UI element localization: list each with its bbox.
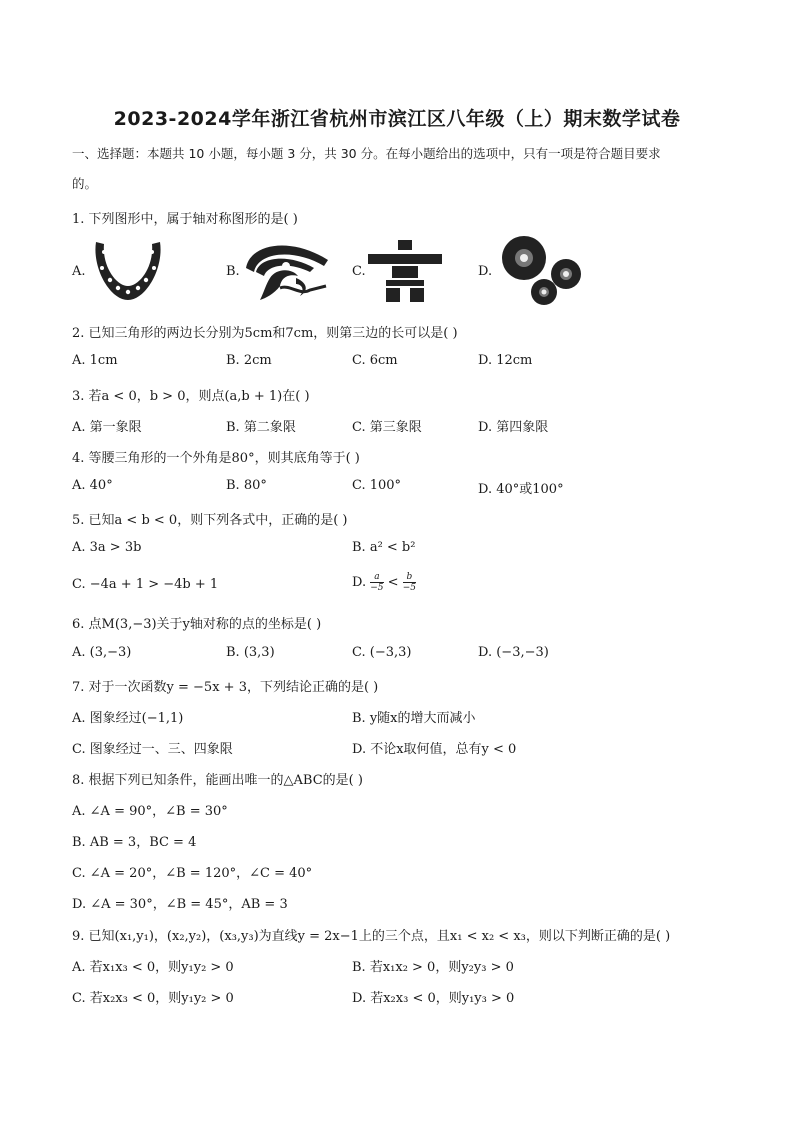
section-heading-line1: 一、选择题：本题共 10 小题，每小题 3 分，共 30 分。在每小题给出的选项中，只有一项是符合题目要求 xyxy=(72,146,661,161)
question-8-option-d[interactable]: D. ∠A = 30°，∠B = 45°，AB = 3 xyxy=(72,897,288,912)
question-4-option-a[interactable]: A. 40° xyxy=(72,478,113,493)
question-6-option-b[interactable]: B. (3,3) xyxy=(226,645,275,660)
question-2-option-d[interactable]: D. 12cm xyxy=(478,353,533,368)
page-title: 2023-2024学年浙江省杭州市滨江区八年级（上）期末数学试卷 xyxy=(113,108,681,130)
necklace-figure-icon xyxy=(88,238,168,304)
three-circles-figure-icon xyxy=(494,234,584,306)
question-3-option-c[interactable]: C. 第三象限 xyxy=(352,420,422,435)
question-9-option-d[interactable]: D. 若x₂x₃ < 0，则y₁y₃ > 0 xyxy=(352,991,515,1006)
section-heading-line2: 的。 xyxy=(72,176,98,191)
question-6-option-c[interactable]: C. (−3,3) xyxy=(352,645,412,660)
denominator: −5 xyxy=(402,583,416,593)
question-4-option-b[interactable]: B. 80° xyxy=(226,478,267,493)
question-2-option-a[interactable]: A. 1cm xyxy=(72,353,118,368)
question-6-option-d[interactable]: D. (−3,−3) xyxy=(478,645,549,660)
question-7-option-c[interactable]: C. 图象经过一、三、四象限 xyxy=(72,742,233,757)
question-9-option-c[interactable]: C. 若x₂x₃ < 0，则y₁y₂ > 0 xyxy=(72,991,234,1006)
question-8-option-a[interactable]: A. ∠A = 90°，∠B = 30° xyxy=(72,804,228,819)
dragon-emblem-figure-icon xyxy=(240,238,334,304)
question-6-option-a[interactable]: A. (3,−3) xyxy=(72,645,132,660)
question-8-option-c[interactable]: C. ∠A = 20°，∠B = 120°，∠C = 40° xyxy=(72,866,313,881)
question-5-option-c[interactable]: C. −4a + 1 > −4b + 1 xyxy=(72,577,219,592)
question-5-stem: 5. 已知a < b < 0，则下列各式中，正确的是( ) xyxy=(72,513,348,528)
question-9-stem: 9. 已知(x₁,y₁)，(x₂,y₂)，(x₃,y₃)为直线y = 2x−1上的三个点，且x₁ < x₂ < x₃，则以下判断正确的是( ) xyxy=(72,929,671,944)
question-2-option-c[interactable]: C. 6cm xyxy=(352,353,398,368)
question-5-option-d[interactable] xyxy=(352,572,416,593)
numerator: a xyxy=(370,572,383,583)
fraction-a-over-neg5 xyxy=(370,572,383,593)
question-2-stem: 2. 已知三角形的两边长分别为5cm和7cm，则第三边的长可以是( ) xyxy=(72,326,458,341)
numerator: b xyxy=(403,572,416,583)
question-9-option-a[interactable]: A. 若x₁x₃ < 0，则y₁y₂ > 0 xyxy=(72,960,234,975)
question-8-option-b[interactable]: B. AB = 3，BC = 4 xyxy=(72,835,197,850)
inukshuk-figure-icon xyxy=(366,238,446,304)
question-3-option-b[interactable]: B. 第二象限 xyxy=(226,420,296,435)
question-7-option-a[interactable]: A. 图象经过(−1,1) xyxy=(72,711,184,726)
question-3-stem: 3. 若a < 0，b > 0，则点(a,b + 1)在( ) xyxy=(72,389,310,404)
option-label: C. xyxy=(352,264,366,279)
section-heading xyxy=(72,139,722,199)
question-3-option-a[interactable]: A. 第一象限 xyxy=(72,420,142,435)
option-label: D. xyxy=(478,264,493,279)
question-7-option-b[interactable]: B. y随x的增大而减小 xyxy=(352,711,476,726)
less-than-sign: < xyxy=(387,575,399,590)
question-8-stem: 8. 根据下列已知条件，能画出唯一的△ABC的是( ) xyxy=(72,773,363,788)
option-label: A. xyxy=(72,264,86,279)
question-7-stem: 7. 对于一次函数y = −5x + 3，下列结论正确的是( ) xyxy=(72,680,379,695)
question-3-option-d[interactable]: D. 第四象限 xyxy=(478,420,549,435)
question-9-option-b[interactable]: B. 若x₁x₂ > 0，则y₂y₃ > 0 xyxy=(352,960,514,975)
denominator: −5 xyxy=(370,583,384,593)
option-label: D. xyxy=(352,575,367,590)
question-6-stem: 6. 点M(3,−3)关于y轴对称的点的坐标是( ) xyxy=(72,617,322,632)
question-4-option-c[interactable]: C. 100° xyxy=(352,478,402,493)
question-1-stem: 1. 下列图形中，属于轴对称图形的是( ) xyxy=(72,212,298,227)
question-4-option-d[interactable]: D. 40°或100° xyxy=(478,482,564,497)
fraction-b-over-neg5 xyxy=(403,572,416,593)
question-4-stem: 4. 等腰三角形的一个外角是80°，则其底角等于( ) xyxy=(72,451,360,466)
question-7-option-d[interactable]: D. 不论x取何值，总有y < 0 xyxy=(352,742,517,757)
option-label: B. xyxy=(226,264,240,279)
question-2-option-b[interactable]: B. 2cm xyxy=(226,353,272,368)
question-5-option-a[interactable]: A. 3a > 3b xyxy=(72,540,142,555)
question-5-option-b[interactable]: B. a² < b² xyxy=(352,540,416,555)
